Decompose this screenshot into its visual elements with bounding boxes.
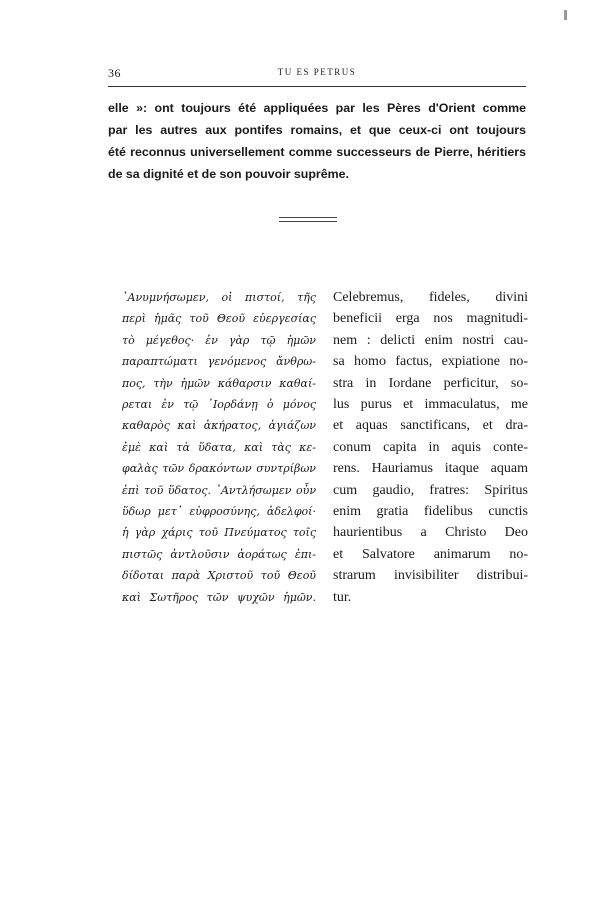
latin-column	[333, 287, 528, 608]
latin-line: Celebremus, fideles, divini	[333, 290, 528, 305]
greek-line: περὶ ἡμᾶς τοῦ Θεοῦ εὐεργεσίας	[122, 312, 316, 326]
greek-line: παραπτώματι γενόμενος ἄνθρω-	[122, 355, 316, 369]
greek-column	[122, 287, 316, 608]
greek-line: ἡ γὰρ χάρις τοῦ Πνεύματος τοῖς	[122, 526, 316, 540]
latin-line: sa homo factus, expiatione no-	[333, 354, 528, 370]
latin-line: cum gaudio, fratres: Spiritus	[333, 482, 528, 498]
page-header	[108, 66, 526, 84]
latin-line: strarum invisibiliter distribui-	[333, 568, 528, 584]
greek-line: πιστῶς ἀντλοῦσιν ἀοράτως ἐπι-	[122, 547, 316, 561]
greek-line: φαλὰς τῶν δρακόντων συντρίβων	[122, 462, 316, 476]
latin-line: tur.	[333, 589, 352, 605]
scan-mark	[564, 10, 567, 20]
latin-line: et aquas sanctificans, et dra-	[333, 418, 528, 434]
running-title: TU ES PETRUS	[277, 67, 357, 77]
page-number: 36	[108, 66, 121, 80]
greek-line: ᾿Ανυμνήσωμεν, οἱ πιστοί, τῆς	[122, 291, 316, 304]
french-line: elle »: ont toujours été appliquées par les Pères d'Orient comme	[108, 101, 526, 115]
latin-line: nem : delicti enim nostri cau-	[333, 332, 528, 348]
latin-line: enim gratia fidelibus cunctis	[333, 504, 528, 520]
french-line: de sa dignité et de son pouvoir suprême.	[108, 167, 349, 181]
greek-line: ἐπὶ τοῦ ὕδατος. ᾿Αντλήσωμεν οὖν	[122, 483, 316, 497]
french-line: par les autres aux pontifes romains, et que ceux-ci ont toujours	[108, 123, 526, 137]
latin-line: et Salvatore animarum no-	[333, 546, 528, 562]
latin-line: lus purus et immaculatus, me	[333, 397, 528, 413]
greek-line: ρεται ἐν τῷ ᾿Ιορδάνῃ ὁ μόνος	[122, 398, 316, 412]
latin-line: rens. Hauriamus itaque aquam	[333, 461, 528, 477]
greek-line: τὸ μέγεθος· ἐν γὰρ τῷ ἡμῶν	[122, 333, 316, 347]
section-divider-top	[279, 217, 337, 218]
greek-line: ὕδωρ μετ᾿ εὐφροσύνης, ἀδελφοί·	[122, 505, 316, 519]
section-divider-bottom	[279, 221, 337, 222]
greek-line: καθαρὸς καὶ ἀκήρατος, ἁγιάζων	[122, 419, 316, 433]
greek-line: ἐμὲ καὶ τὰ ὕδατα, καὶ τὰς κε-	[122, 440, 316, 454]
header-rule	[108, 86, 526, 87]
latin-line: beneficii erga nos magnitudi-	[333, 311, 528, 327]
greek-line: καὶ Σωτῆρος τῶν ψυχῶν ἡμῶν.	[122, 590, 316, 604]
french-line: été reconnus universellement comme successeurs de Pierre, héritiers	[108, 145, 526, 159]
greek-line: δίδοται παρὰ Χριστοῦ τοῦ Θεοῦ	[122, 569, 316, 583]
french-paragraph	[108, 97, 526, 185]
latin-line: conum capita in aquis conte-	[333, 439, 528, 455]
latin-line: stra in Iordane perficitur, so-	[333, 375, 528, 391]
latin-line: haurientibus a Christo Deo	[333, 525, 528, 541]
greek-line: πος, τὴν ἡμῶν κάθαρσιν καθαί-	[122, 376, 316, 390]
